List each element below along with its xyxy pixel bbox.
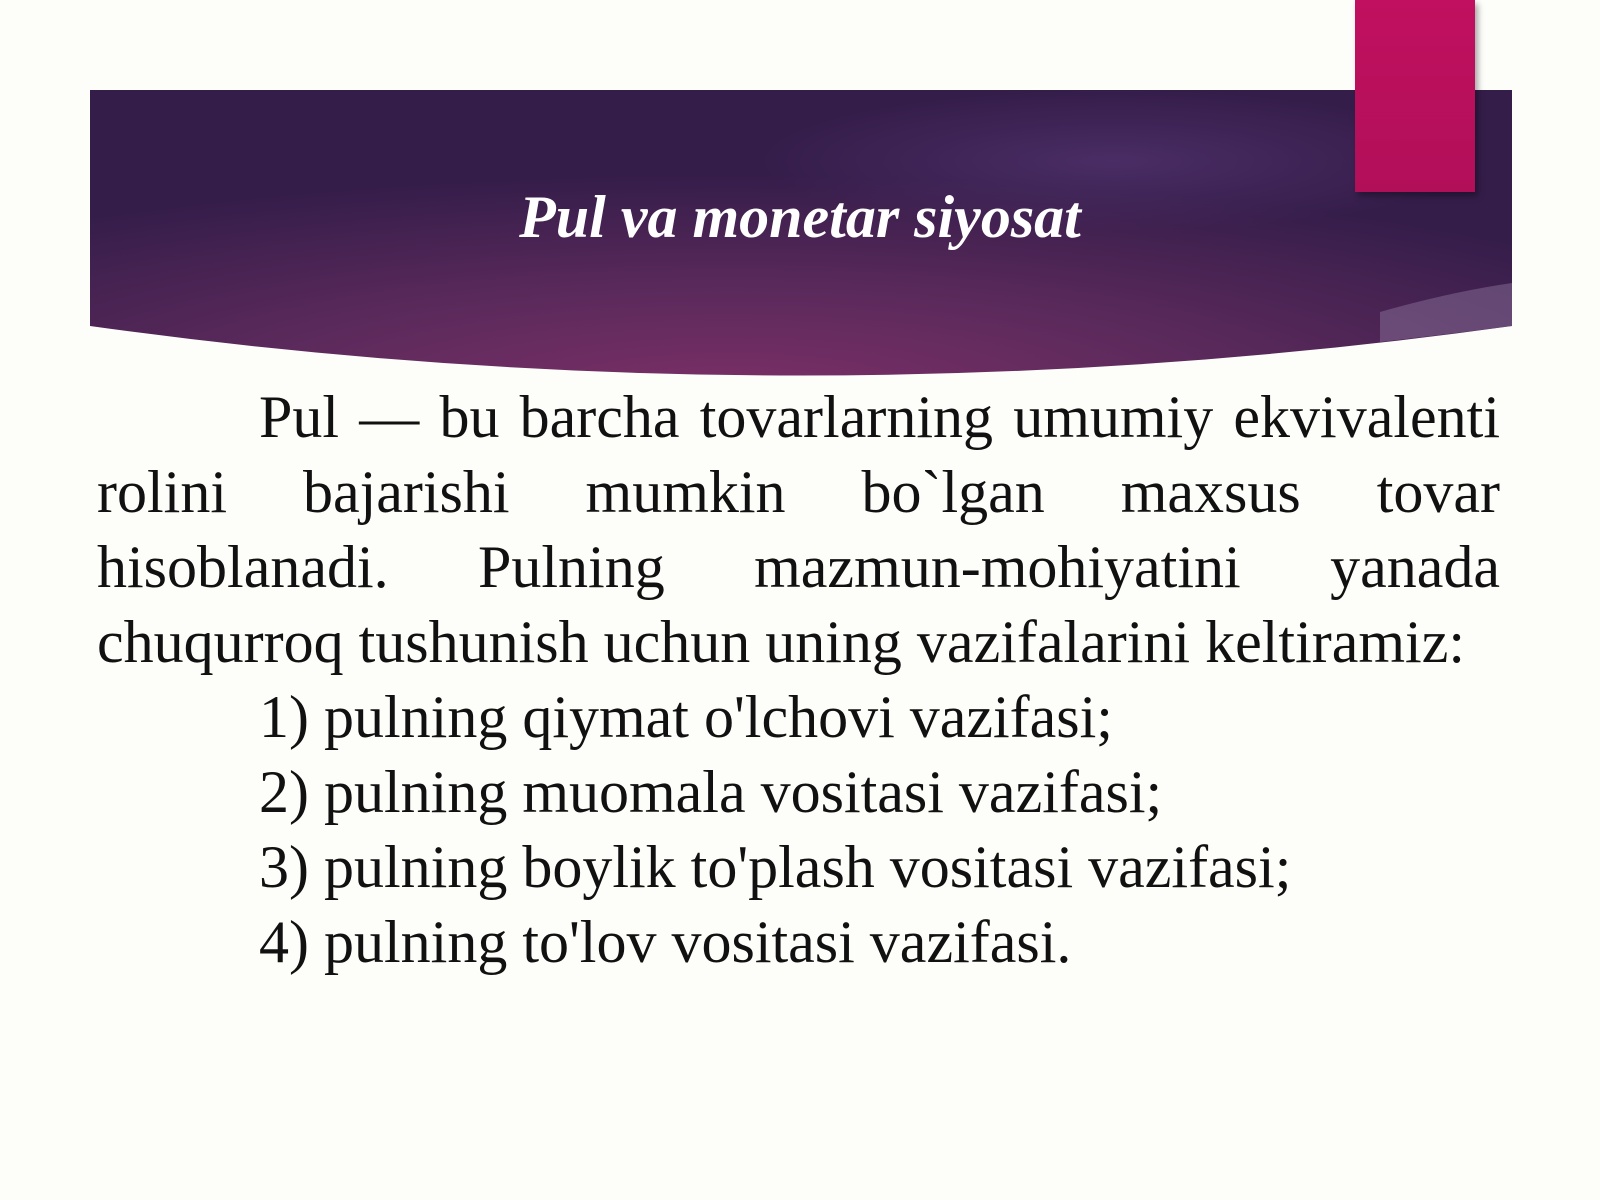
function-list [97,680,1500,980]
list-item: 4) pulning to'lov vositasi vazifasi. [259,909,1072,975]
list-item: 1) pulning qiymat o'lchovi vazifasi; [259,684,1113,750]
body-paragraph: Pul — bu barcha tovarlarning umumiy ekvivalenti rolini bajarishi mumkin bo`lgan maxsus tovar hisoblanadi. Pulning mazmun-mohiyatini yanada chuqurroq tushunish uchun uning vazifalarini keltiramiz: [97,384,1500,675]
list-item: 2) pulning muomala vositasi vazifasi; [259,759,1163,825]
list-item: 3) pulning boylik to'plash vositasi vazifasi; [259,834,1292,900]
slide-body [97,380,1500,980]
accent-tab [1355,0,1475,192]
slide-title: Pul va monetar siyosat [519,184,1081,250]
